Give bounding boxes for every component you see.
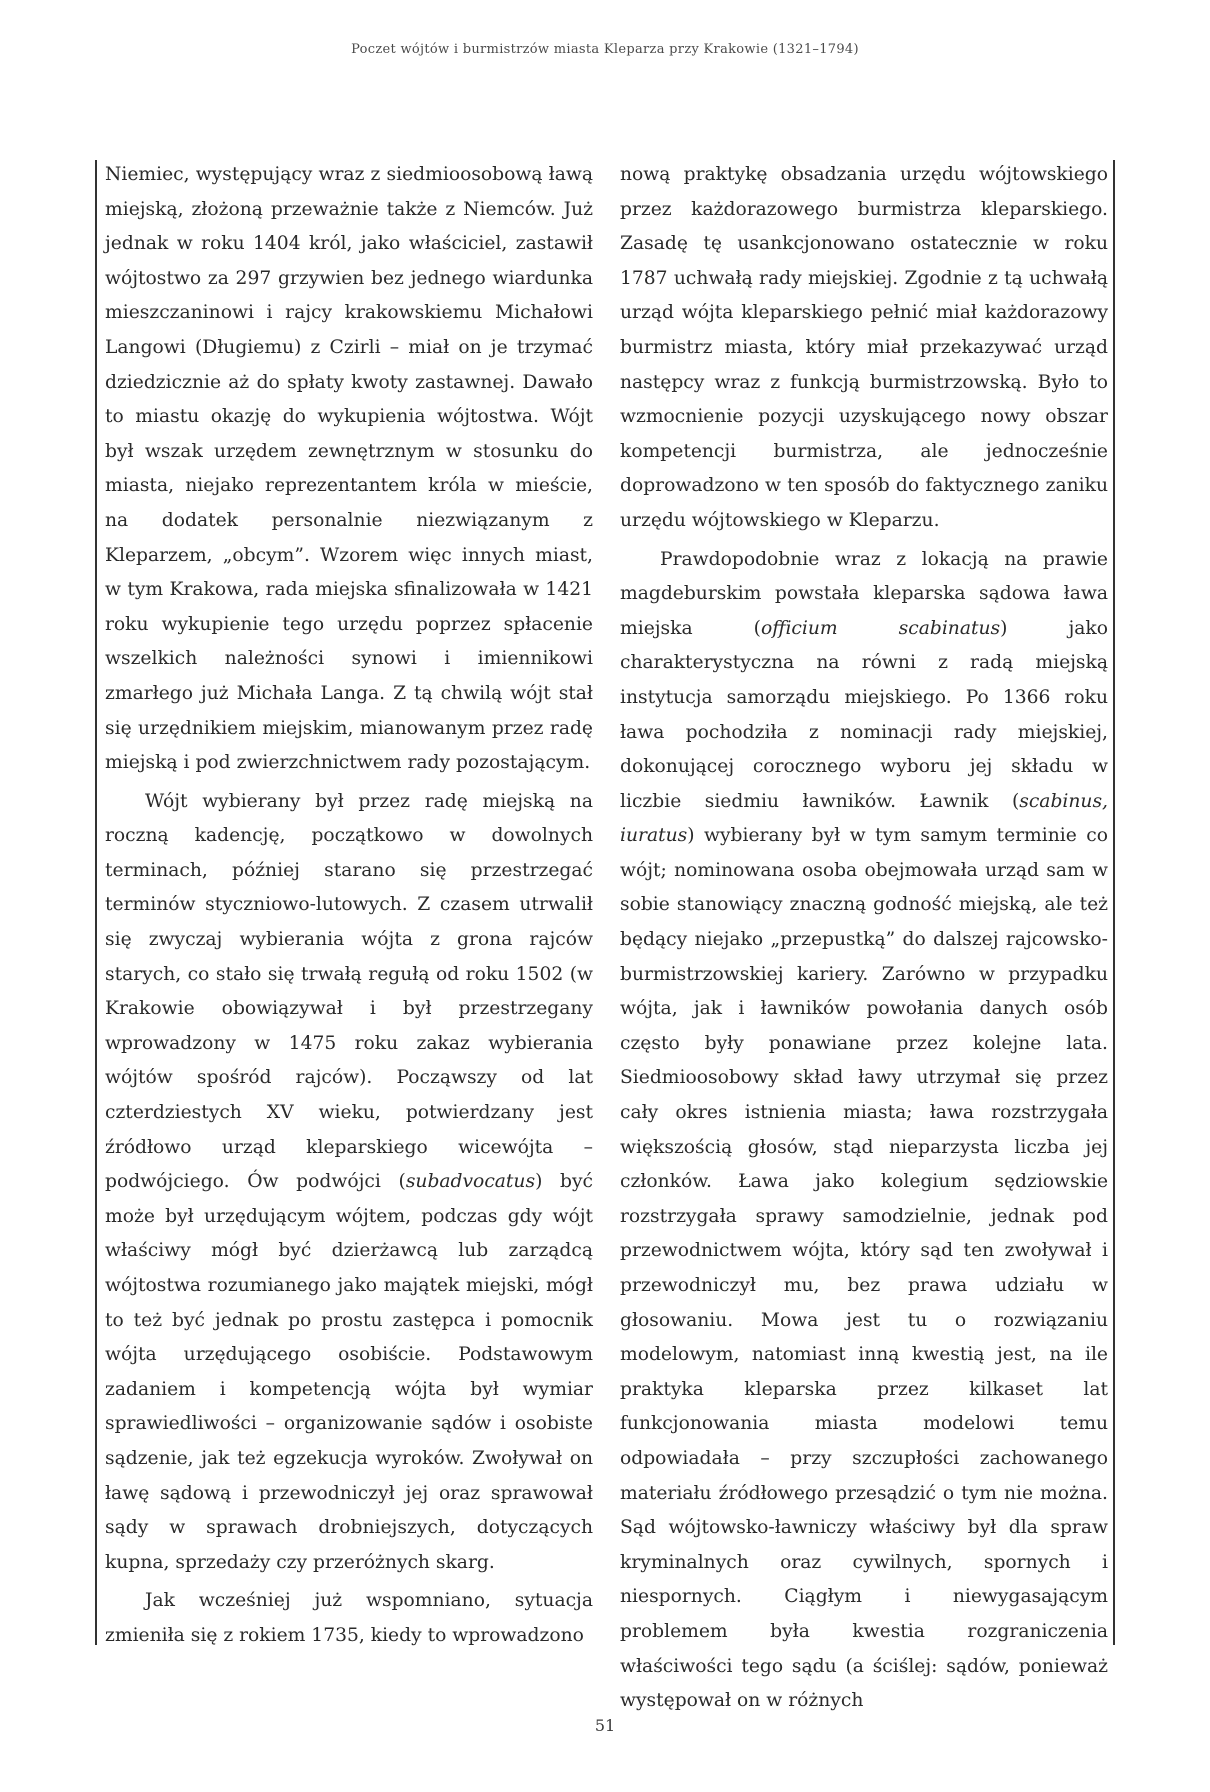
right-margin-rule	[1113, 160, 1115, 1645]
left-paragraph-2-italic: subadvocatus	[405, 1171, 536, 1193]
left-paragraph-1: Niemiec, występujący wraz z siedmioosobową ławą miejską, złożoną przeważnie także z Niemców. Już jednak w roku 1404 król, jako właściciel, zastawił wójtostwo za 297 grzywien bez jednego wiardunka mieszczaninowi i rajcy krakowskiemu Michałowi Langowi (Długiemu) z Czirli – miał on je trzymać dziedzicznie aż do spłaty kwoty zastawnej. Dawało to miastu okazję do wykupienia wójtostwa. Wójt był wszak urzędem zewnętrznym w stosunku do miasta, niejako reprezentantem króla w mieście, na dodatek personalnie niezwiązanym z Kleparzem, „obcym”. Wzorem więc innych miast, w tym Krakowa, rada miejska sfinalizowała w 1421 roku wykupienie tego urzędu poprzez spłacenie wszelkich należności synowi i imiennikowi zmarłego już Michała Langa. Z tą chwilą wójt stał się urzędnikiem miejskim, mianowanym przez radę miejską i pod zwierzchnictwem rady pozostającym.	[105, 164, 593, 774]
page-number: 51	[594, 1716, 616, 1735]
right-paragraph-2-part-a: Prawdopodobnie wraz z lokacją na prawie magdeburskim powstała kleparska sądowa ława miejska (	[620, 548, 1108, 639]
left-text-column	[105, 158, 593, 1654]
left-paragraph-2	[105, 785, 593, 1581]
left-margin-rule	[95, 160, 97, 1645]
right-paragraph-2-italic-1: officium scabinatus	[760, 617, 1001, 639]
right-paragraph-2-italic-2: scabinus, iuratus	[620, 790, 1108, 847]
left-paragraph-2-part-b: ) być może był urzędującym wójtem, podczas gdy wójt właściwy mógł być dzierżawcą lub zarządcą wójtostwa rozumianego jako majątek miejski, mógł to też być jednak po prostu zastępca i pomocnik wójta urzędującego osobiście. Podstawowym zadaniem i kompetencją wójta był wymiar sprawiedliwości – organizowanie sądów i osobiste sądzenie, jak też egzekucja wyroków. Zwoływał on ławę sądową i przewodniczył jej oraz sprawował sądy w sprawach drobniejszych, dotyczących kupna, sprzedaży czy przeróżnych skarg.	[105, 1171, 594, 1573]
right-paragraph-2-part-c: ) wybierany był w tym samym terminie co wójt; nominowana osoba obejmowała urząd sam w sobie stanowiący znaczną godność miejską, ale też będący niejako „przepustką” do dalszej rajcowsko-burmistrzowskiej kariery. Zarówno w przypadku wójta, jak i ławników powołania danych osób często były ponawiane przez kolejne lata. Siedmioosobowy skład ławy utrzymał się przez cały okres istnienia miasta; ława rozstrzygała większością głosów, stąd nieparzysta liczba jej członków. Ława jako kolegium sędziowskie rozstrzygała sprawy samodzielnie, jednak pod przewodnictwem wójta, który sąd ten zwoływał i przewodniczył mu, bez prawa udziału w głosowaniu. Mowa jest tu o rozwiązaniu modelowym, natomiast inną kwestią jest, na ile praktyka kleparska przez kilkaset lat funkcjonowania miasta modelowi temu odpowiadała – przy szczupłości zachowanego materiału źródłowego przesądzić o tym nie można. Sąd wójtowsko-ławniczy właściwy był dla spraw kryminalnych oraz cywilnych, spornych i niespornych. Ciągłym i niewygasającym problemem była kwestia rozgraniczenia właściwości tego sądu (a ściślej: sądów, ponieważ występował on w różnych	[620, 825, 1108, 1712]
left-paragraph-2-part-a: Wójt wybierany był przez radę miejską na roczną kadencję, początkowo w dowolnych terminach, później starano się przestrzegać terminów styczniowo-lutowych. Z czasem utrwalił się zwyczaj wybierania wójta z grona rajców starych, co stało się trwałą regułą od roku 1502 (w Krakowie obowiązywał i był przestrzegany wprowadzony w 1475 roku zakaz wybierania wójtów spośród rajców). Począwszy od lat czterdziestych XV wieku, potwierdzany jest źródłowo urząd kleparskiego wicewójta – podwójciego. Ów podwójci (	[105, 790, 593, 1193]
right-paragraph-2	[620, 543, 1108, 1719]
right-text-column	[620, 158, 1108, 1719]
running-header: Poczet wójtów i burmistrzów miasta Kleparza przy Krakowie (1321–1794)	[351, 42, 859, 57]
right-paragraph-1: nową praktykę obsadzania urzędu wójtowskiego przez każdorazowego burmistrza kleparskiego. Zasadę tę usankcjonowano ostatecznie w roku 1787 uchwałą rady miejskiej. Zgodnie z tą uchwałą urząd wójta kleparskiego pełnić miał każdorazowy burmistrz miasta, który miał przekazywać urząd następcy wraz z funkcją burmistrzowską. Było to wzmocnienie pozycji uzyskującego nowy obszar kompetencji burmistrza, ale jednocześnie doprowadzono w ten sposób do faktycznego zaniku urzędu wójtowskiego w Kleparzu.	[620, 164, 1108, 531]
right-paragraph-2-part-b: ) jako charakterystyczna na równi z radą miejską instytucja samorządu miejskiego. Po 1366 roku ława pochodziła z nominacji rady miejskiej, dokonującej corocznego wyboru jej składu w liczbie siedmiu ławników. Ławnik (	[620, 617, 1108, 812]
left-paragraph-3: Jak wcześniej już wspomniano, sytuacja zmieniła się z rokiem 1735, kiedy to wprowadzono	[105, 1590, 593, 1646]
